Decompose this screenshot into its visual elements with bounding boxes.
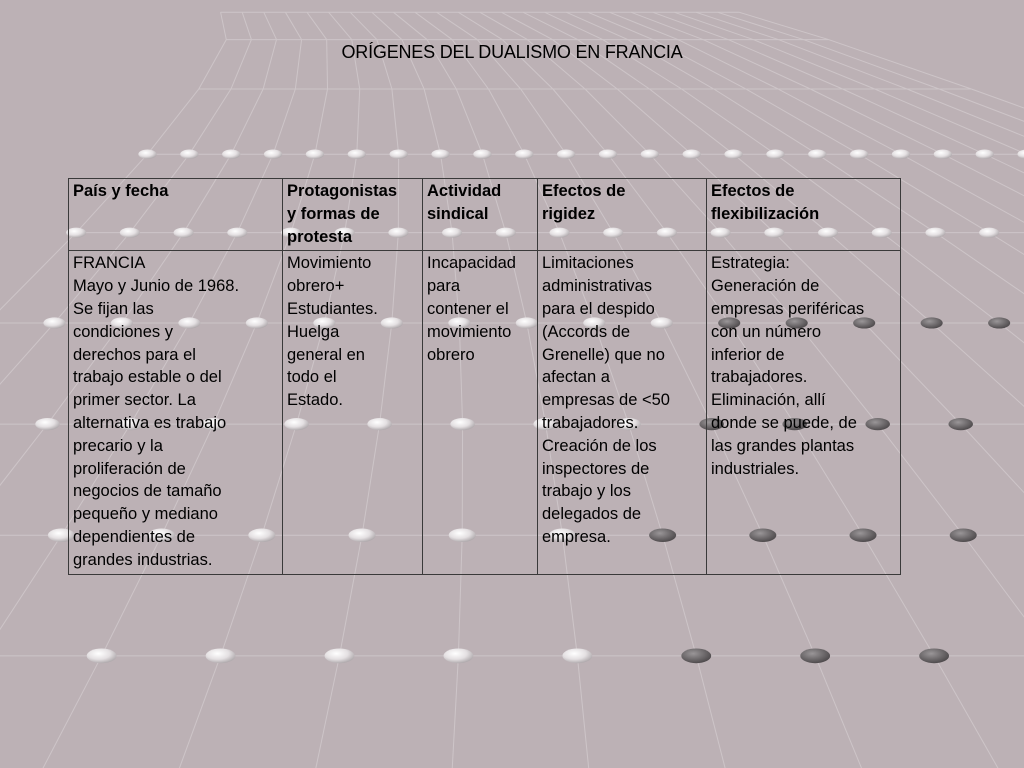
decorative-dot	[43, 317, 65, 328]
decorative-dot	[443, 648, 473, 663]
cell-line: País y fecha	[73, 182, 169, 200]
header-actividad-sindical	[423, 179, 538, 251]
cell-line: las grandes plantas	[711, 436, 855, 455]
cell-line: Generación de	[711, 277, 820, 296]
cell-line: inspectores de	[542, 459, 650, 478]
decorative-dot	[766, 150, 784, 159]
decorative-dot	[976, 150, 994, 159]
cell-line: Efectos de	[711, 182, 795, 200]
cell-line: primer sector. La	[73, 391, 196, 410]
cell-line: inferior de	[711, 345, 785, 364]
cell-line: protesta	[287, 227, 353, 246]
header-protagonistas	[283, 179, 423, 251]
cell-line: afectan a	[542, 368, 610, 387]
decorative-dot	[979, 228, 999, 238]
decorative-dot	[681, 648, 711, 663]
cell-line: Protagonistas	[287, 182, 398, 200]
decorative-dot	[515, 150, 533, 159]
cell-line: Grenelle) que no	[542, 345, 665, 364]
page-title: ORÍGENES DEL DUALISMO EN FRANCIA	[341, 42, 683, 62]
cell-line: obrero+	[287, 277, 345, 296]
decorative-dot	[948, 418, 972, 430]
cell-line: Efectos de	[542, 182, 626, 200]
decorative-dot	[431, 150, 449, 159]
decorative-dot	[683, 150, 701, 159]
decorative-dot	[562, 648, 592, 663]
header-pais-fecha	[69, 179, 283, 251]
comparison-table	[68, 178, 901, 575]
decorative-dot	[473, 150, 491, 159]
decorative-dot	[892, 150, 910, 159]
cell-line: trabajo y los	[542, 482, 631, 501]
decorative-dot	[325, 648, 355, 663]
decorative-dot	[87, 648, 117, 663]
decorative-dot	[264, 150, 282, 159]
cell-line: trabajo estable o del	[73, 368, 222, 387]
cell-line: movimiento	[427, 322, 512, 341]
decorative-dot	[306, 150, 324, 159]
cell-line: Estado.	[287, 391, 343, 410]
cell-line: trabajadores.	[542, 413, 639, 432]
cell-line: pequeño y mediano	[73, 505, 218, 524]
cell-line: negocios de tamaño	[73, 482, 222, 501]
cell-line: y formas de	[287, 204, 380, 223]
decorative-dot	[808, 150, 826, 159]
decorative-dot	[921, 317, 943, 328]
cell-pais-fecha	[69, 251, 283, 574]
cell-line: Eliminación, allí	[711, 391, 826, 410]
cell-line: precario y la	[73, 436, 163, 455]
cell-line: Incapacidad	[427, 254, 516, 273]
decorative-dot	[641, 150, 659, 159]
cell-line: Mayo y Junio de 1968.	[73, 277, 240, 296]
decorative-dot	[800, 648, 830, 663]
decorative-dot	[35, 418, 59, 430]
table-header-row	[69, 179, 901, 251]
cell-line: empresas periféricas	[711, 299, 865, 318]
cell-efectos-rigidez	[538, 251, 707, 574]
decorative-dot	[724, 150, 742, 159]
cell-line: empresas de <50	[542, 391, 670, 410]
cell-line: Limitaciones	[542, 254, 634, 273]
cell-line: grandes industrias.	[73, 550, 213, 569]
cell-line: dependientes de	[73, 527, 196, 546]
cell-line: Movimiento	[287, 254, 372, 273]
decorative-dot	[390, 150, 408, 159]
cell-line: proliferación de	[73, 459, 186, 478]
cell-line: delegados de	[542, 505, 642, 524]
cell-line: alternativa es trabajo	[73, 413, 227, 432]
cell-line: sindical	[427, 204, 489, 223]
cell-line: Se fijan las	[73, 299, 154, 318]
decorative-dot	[950, 529, 977, 542]
decorative-dot	[850, 150, 868, 159]
cell-line: administrativas	[542, 277, 653, 296]
decorative-dot	[348, 150, 366, 159]
cell-line: Estrategia:	[711, 254, 790, 273]
cell-line: empresa.	[542, 527, 611, 546]
decorative-dot	[934, 150, 952, 159]
cell-line: Creación de los	[542, 436, 657, 455]
cell-line: condiciones y	[73, 322, 173, 341]
cell-line: donde se puede, de	[711, 413, 857, 432]
decorative-dot	[925, 228, 945, 238]
cell-line: flexibilización	[711, 204, 820, 223]
cell-line: con un número	[711, 322, 822, 341]
decorative-dot	[557, 150, 575, 159]
cell-line: Actividad	[427, 182, 502, 200]
decorative-dot	[988, 317, 1010, 328]
header-efectos-flexibilizacion	[707, 179, 901, 251]
cell-line: rigidez	[542, 204, 596, 223]
cell-line: todo el	[287, 368, 337, 387]
cell-protagonistas	[283, 251, 423, 574]
decorative-dot	[222, 150, 240, 159]
cell-line: FRANCIA	[73, 254, 146, 273]
cell-line: para	[427, 277, 461, 296]
cell-line: (Accords de	[542, 322, 631, 341]
cell-line: obrero	[427, 345, 475, 364]
cell-line: Estudiantes.	[287, 299, 378, 318]
decorative-dot	[206, 648, 236, 663]
cell-line: industriales.	[711, 459, 800, 478]
decorative-dot	[138, 150, 156, 159]
cell-line: derechos para el	[73, 345, 196, 364]
cell-line: trabajadores.	[711, 368, 808, 387]
cell-line: Huelga	[287, 322, 340, 341]
cell-actividad-sindical	[423, 251, 538, 574]
decorative-dot	[919, 648, 949, 663]
decorative-dot	[180, 150, 198, 159]
cell-efectos-flexibilizacion	[707, 251, 901, 574]
cell-line: general en	[287, 345, 365, 364]
header-efectos-rigidez	[538, 179, 707, 251]
cell-line: para el despido	[542, 299, 655, 318]
cell-line: contener el	[427, 299, 509, 318]
table-row	[69, 251, 901, 574]
decorative-dot	[599, 150, 617, 159]
